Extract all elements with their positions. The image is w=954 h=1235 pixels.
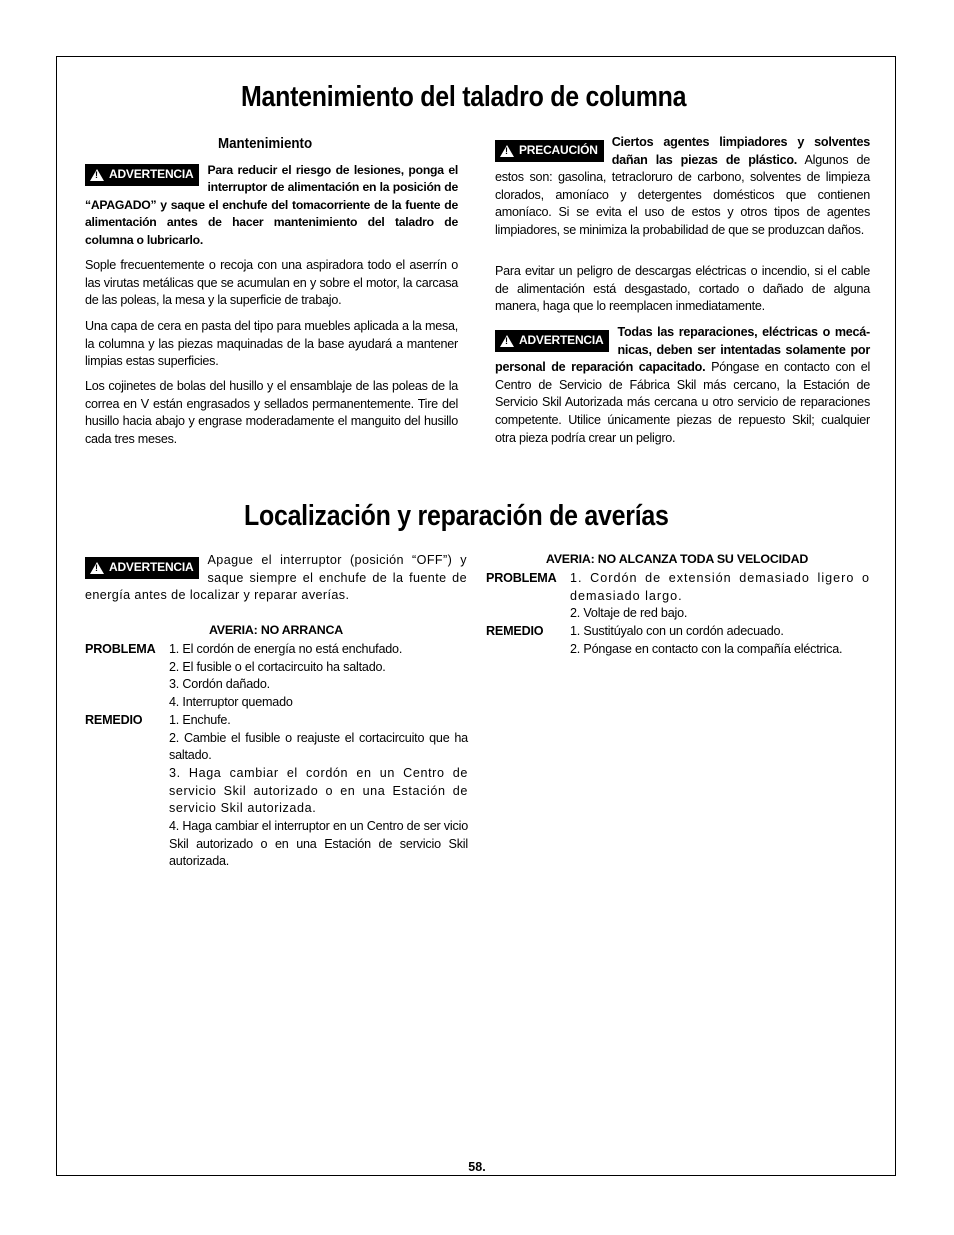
fault-title-no-start: AVERIA: NO ARRANCA — [208, 623, 344, 637]
subheading-maintenance: Mantenimiento — [218, 136, 313, 152]
problem-row — [486, 570, 870, 623]
caution-triangle-icon — [500, 145, 514, 157]
paragraph-wax: Una capa de cera en pasta del tipo para muebles aplicada a la mesa, la columna y las piezas maquinadas de la base ayudará a mantener limpias estas superficies. — [85, 319, 458, 369]
warning-badge: ! ADVERTENCIA — [495, 330, 609, 352]
paragraph-cord-hazard: Para evitar un peligro de descargas eléctricas o incendio, si el cable de alimentación está desgastado, cortado o dañado de alguna manera, haga que lo reemplacen inmediatamente. — [495, 264, 870, 314]
remedy-item: 1. Enchufe. — [169, 712, 231, 727]
remedy-label: REMEDIO — [486, 624, 544, 639]
section-title-troubleshooting: Localización y reparación de averías — [244, 500, 669, 532]
warning-badge: ! ADVERTENCIA — [85, 164, 199, 186]
warning-text: Apague el interruptor (posición “OFF”) y saque siempre el enchufe de la fuente de energía antes de localizar y reparar averías. — [85, 553, 467, 603]
problem-item: 2. El fusible o el cortacircuito ha saltado. — [169, 659, 386, 674]
remedy-list — [570, 623, 870, 658]
warning-block-troubleshooting — [85, 552, 467, 605]
fault-title-low-speed: AVERIA: NO ALCANZA TODA SU VELOCIDAD — [545, 552, 809, 566]
remedy-label: REMEDIO — [85, 712, 143, 727]
problem-item: 3. Cordón dañado. — [169, 677, 270, 692]
warning-badge: ! ADVERTENCIA — [85, 557, 199, 579]
problem-item: 1. Cordón de extensión demasiado ligero o demasiado largo. — [570, 571, 870, 603]
remedy-item: 3. Haga cambiar el cordón en un Centro de servicio Skil autorizado o en una Estación de servicio Skil autorizada. — [169, 765, 468, 816]
warning-text: Póngase en contacto con el Centro de Servicio de Fábrica Skil más cercano, la Estación de Servicio Skil Autorizada más cercana u otro servicio de reparaciones competente. Utilice únicamente piezas de repuesto Skil; cualquier otra pieza podría crear un peligro. — [495, 360, 871, 445]
warning-block-maintenance — [85, 162, 458, 249]
paragraph-bearings: Los cojinetes de bolas del husillo y el ensamblaje de las poleas de la correa en V están engrasados y sellados permanentemente. Tire del husillo hacia abajo y engrase moderadamente el manguito del husillo cada tres meses. — [85, 379, 458, 446]
section-title-maintenance: Mantenimiento del taladro de columna — [241, 81, 687, 113]
warning-text: Para reducir el riesgo de lesiones, ponga el interruptor de alimentación en la posición de “APAGADO” y saque el enchufe del tomacorriente de la fuente de alimentación antes de hacer mantenimiento del taladro de columna o lubricarlo. — [85, 163, 458, 247]
problem-item: 4. Interruptor quemado — [169, 695, 293, 710]
remedy-item: 2. Cambie el fusible o reajuste el cortacircuito que ha saltado. — [169, 730, 468, 763]
remedy-item: 4. Haga cambiar el interruptor en un Centro de ser vicio Skil autorizado o en una Estación de servicio Skil autorizada. — [169, 819, 468, 869]
problem-row — [85, 641, 468, 712]
fault-table-low-speed — [486, 570, 870, 659]
fault-table-no-start — [85, 641, 468, 871]
warning-triangle-icon — [90, 562, 104, 574]
remedy-row — [85, 712, 468, 871]
caution-text: Algunos de estos son: gasolina, tetracloruro de carbono, solventes de limpieza clorados, amoníaco y detergentes domésticos que contienen amoníaco. Si se evita el uso de estos y otros tipos de agentes limpiadores, se minimiza la probabilidad de que se produzcan daños. — [495, 152, 870, 237]
problem-label: PROBLEMA — [486, 571, 557, 585]
problem-item: 1. El cordón de energía no está enchufado. — [169, 642, 403, 656]
remedy-row — [486, 623, 870, 658]
warning-triangle-icon — [90, 169, 104, 181]
problem-item: 2. Voltaje de red bajo. — [570, 606, 688, 621]
page-number: 58. — [468, 1160, 486, 1174]
problem-list — [169, 641, 468, 712]
caution-badge: ! PRECAUCIÓN — [495, 140, 604, 162]
remedy-item: 1. Sustitúyalo con un cordón adecuado. — [570, 624, 784, 639]
remedy-item: 2. Póngase en contacto con la compañía eléctrica. — [570, 641, 843, 656]
warning-bold-text: Todas las reparaciones, eléctricas o mecá- nicas, deben ser intentadas solamente por personal de reparación capacitado. — [495, 325, 870, 375]
remedy-list — [169, 712, 468, 871]
caution-block-cleaners — [495, 134, 870, 240]
warning-triangle-icon — [500, 335, 514, 347]
problem-list — [570, 570, 870, 623]
problem-label: PROBLEMA — [85, 642, 156, 656]
warning-block-repairs — [495, 324, 870, 447]
caution-bold-text: Ciertos agentes limpiadores y solventes dañan las piezas de plástico. — [611, 135, 870, 167]
paragraph-cleaning: Sople frecuentemente o recoja con una aspiradora todo el aserrín o las virutas metálicas que se acumulan en y sobre el motor, la carcasa de las poleas, la mesa y la superficie de trabajo. — [85, 258, 458, 308]
